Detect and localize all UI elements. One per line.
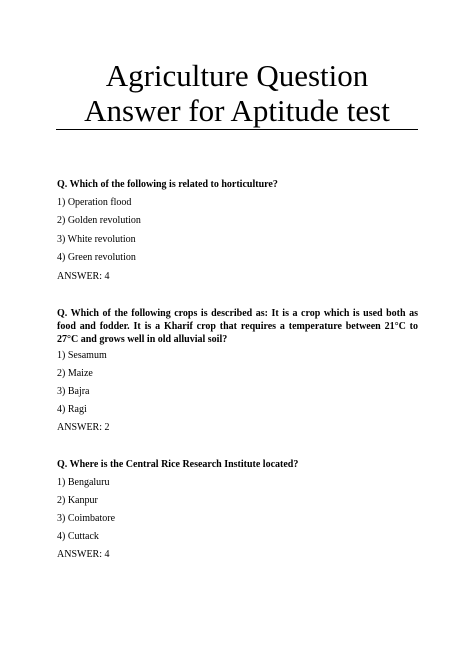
question-3-answer: ANSWER: 4: [57, 549, 110, 560]
title-line-1: Agriculture Question: [105, 58, 369, 93]
question-1-option-4: 4) Green revolution: [57, 252, 136, 263]
document-title: [56, 58, 418, 128]
question-2-option-3: 3) Bajra: [57, 386, 90, 397]
question-2-option-1: 1) Sesamum: [57, 350, 107, 361]
question-3-option-1: 1) Bengaluru: [57, 477, 110, 488]
question-1-text: Q. Which of the following is related to horticulture?: [57, 179, 278, 190]
question-2-answer: ANSWER: 2: [57, 422, 110, 433]
question-2-option-4: 4) Ragi: [57, 404, 87, 415]
question-3-option-2: 2) Kanpur: [57, 495, 98, 506]
question-1-option-2: 2) Golden revolution: [57, 215, 141, 226]
question-2-text: Q. Which of the following crops is described as: It is a crop which is used both as food and fodder. It is a Kharif crop that requires a temperature between 21°C to 27°C and grows well in old alluvial soil?: [57, 308, 418, 345]
question-3-option-3: 3) Coimbatore: [57, 513, 116, 524]
question-1-answer: ANSWER: 4: [57, 271, 110, 282]
question-3-option-4: 4) Cuttack: [57, 531, 99, 542]
title-divider: [56, 129, 418, 130]
question-1-option-3: 3) White revolution: [57, 234, 136, 245]
title-line-2: Answer for Aptitude test: [84, 93, 390, 128]
question-3-text: Q. Where is the Central Rice Research Institute located?: [57, 459, 299, 470]
question-2-option-2: 2) Maize: [57, 368, 93, 379]
question-1-option-1: 1) Operation flood: [57, 197, 132, 208]
